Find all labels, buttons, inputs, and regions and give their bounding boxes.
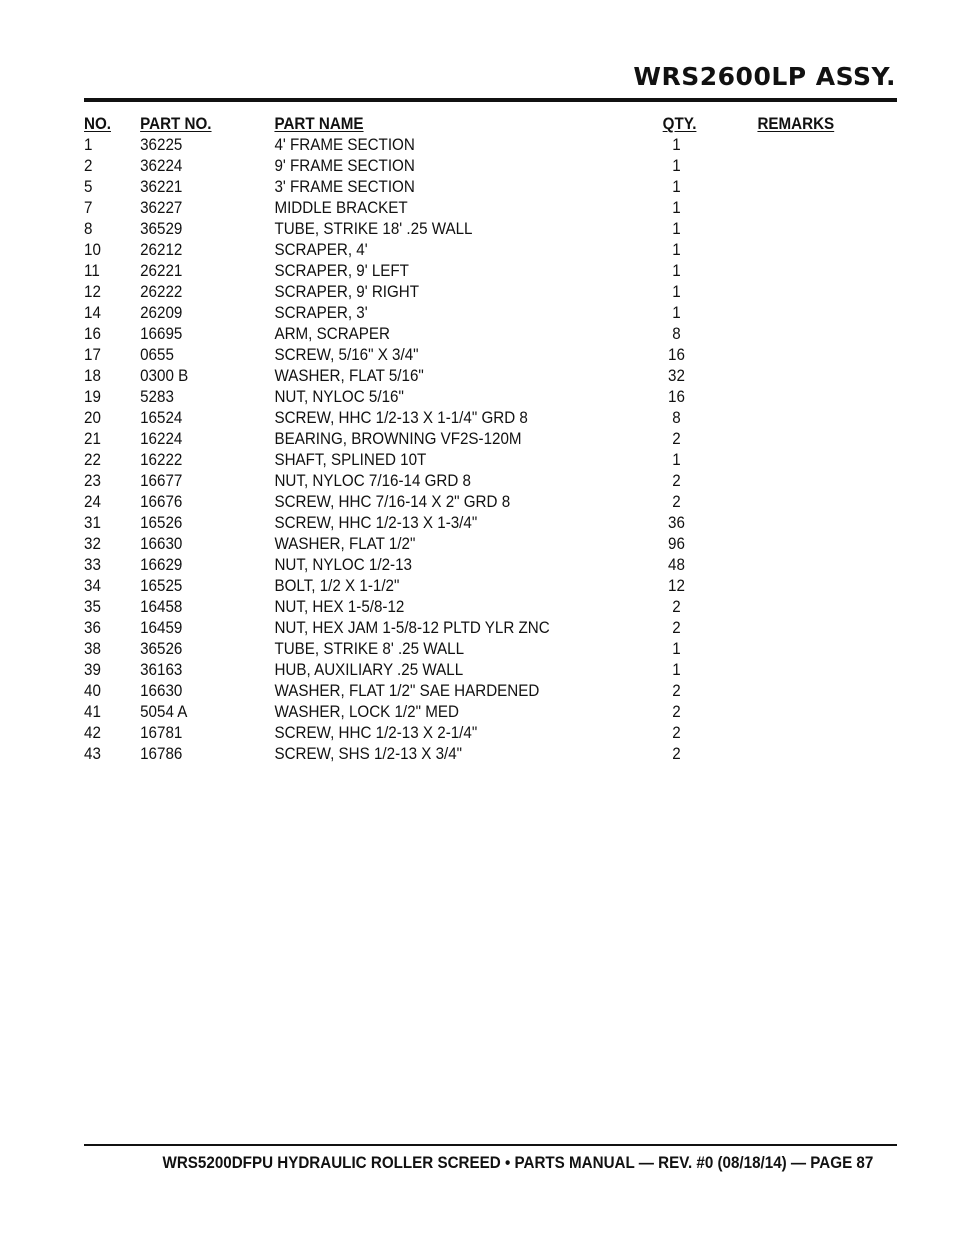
cell-qty: 2 [672, 472, 681, 490]
cell-qty: 2 [672, 682, 681, 700]
cell-part-name: SCRAPER, 9' RIGHT [274, 283, 420, 301]
cell-part-name: NUT, HEX JAM 1-5/8-12 PLTD YLR ZNC [274, 619, 550, 637]
cell-no: 34 [84, 577, 101, 595]
cell-part-name: BOLT, 1/2 X 1-1/2" [274, 577, 400, 595]
header-remarks: REMARKS [757, 115, 835, 133]
cell-no: 7 [84, 199, 93, 217]
cell-part-name: SCREW, HHC 7/16-14 X 2" GRD 8 [274, 493, 511, 511]
cell-part-no: 16224 [140, 430, 183, 448]
cell-part-name: SCREW, HHC 1/2-13 X 1-3/4" [274, 514, 478, 532]
table-row [84, 597, 832, 618]
cell-qty: 2 [672, 493, 681, 511]
cell-part-name: HUB, AUXILIARY .25 WALL [274, 661, 464, 679]
cell-part-name: MIDDLE BRACKET [274, 199, 408, 217]
cell-part-name: SHAFT, SPLINED 10T [274, 451, 427, 469]
cell-part-no: 16526 [140, 514, 183, 532]
cell-part-name: WASHER, LOCK 1/2" MED [274, 703, 459, 721]
cell-qty: 8 [672, 325, 681, 343]
parts-table [84, 114, 897, 765]
cell-no: 20 [84, 409, 101, 427]
table-row [84, 660, 832, 681]
cell-qty: 1 [672, 241, 681, 259]
cell-no: 1 [84, 136, 93, 154]
cell-part-no: 36224 [140, 157, 183, 175]
cell-qty: 1 [672, 199, 681, 217]
table-row [84, 513, 832, 534]
cell-part-name: ARM, SCRAPER [274, 325, 391, 343]
cell-qty: 1 [672, 304, 681, 322]
cell-part-name: WASHER, FLAT 1/2" [274, 535, 416, 553]
table-row [84, 681, 832, 702]
cell-qty: 2 [672, 703, 681, 721]
cell-part-name: NUT, NYLOC 7/16-14 GRD 8 [274, 472, 472, 490]
table-row [84, 450, 832, 471]
cell-no: 11 [84, 262, 100, 280]
cell-part-name: WASHER, FLAT 5/16" [274, 367, 424, 385]
table-row [84, 282, 832, 303]
cell-part-no: 16630 [140, 682, 183, 700]
cell-qty: 2 [672, 430, 681, 448]
cell-no: 2 [84, 157, 93, 175]
cell-no: 16 [84, 325, 101, 343]
cell-qty: 1 [672, 283, 681, 301]
cell-part-no: 5283 [140, 388, 174, 406]
table-body [84, 135, 897, 765]
cell-part-no: 26209 [140, 304, 183, 322]
table-row [84, 618, 832, 639]
cell-part-no: 26221 [140, 262, 183, 280]
cell-part-name: WASHER, FLAT 1/2" SAE HARDENED [274, 682, 540, 700]
table-row [84, 198, 832, 219]
cell-qty: 2 [672, 745, 681, 763]
cell-no: 40 [84, 682, 101, 700]
cell-qty: 12 [668, 577, 685, 595]
footer-divider [84, 1144, 897, 1146]
header-part-name: PART NAME [274, 115, 364, 133]
cell-no: 33 [84, 556, 101, 574]
cell-part-name: NUT, NYLOC 5/16" [274, 388, 404, 406]
cell-part-name: TUBE, STRIKE 18' .25 WALL [274, 220, 473, 238]
cell-part-name: 3' FRAME SECTION [274, 178, 415, 196]
table-row [84, 135, 832, 156]
cell-part-name: SCREW, HHC 1/2-13 X 2-1/4" [274, 724, 478, 742]
table-row [84, 639, 832, 660]
cell-part-no: 0300 B [140, 367, 189, 385]
cell-qty: 1 [672, 178, 681, 196]
table-row [84, 366, 832, 387]
table-row [84, 576, 832, 597]
cell-part-no: 16630 [140, 535, 183, 553]
table-row [84, 408, 832, 429]
cell-no: 18 [84, 367, 101, 385]
cell-no: 43 [84, 745, 101, 763]
cell-no: 5 [84, 178, 93, 196]
cell-part-no: 5054 A [140, 703, 188, 721]
table-row [84, 534, 832, 555]
cell-part-name: SCREW, SHS 1/2-13 X 3/4" [274, 745, 463, 763]
cell-part-no: 26222 [140, 283, 183, 301]
cell-no: 12 [84, 283, 101, 301]
cell-part-no: 16524 [140, 409, 183, 427]
cell-qty: 2 [672, 619, 681, 637]
table-row [84, 387, 832, 408]
cell-no: 10 [84, 241, 101, 259]
table-row [84, 744, 832, 765]
cell-no: 22 [84, 451, 101, 469]
table-row [84, 303, 832, 324]
cell-no: 14 [84, 304, 101, 322]
cell-no: 35 [84, 598, 101, 616]
cell-part-name: NUT, HEX 1-5/8-12 [274, 598, 405, 616]
cell-qty: 1 [672, 157, 681, 175]
cell-part-name: SCREW, HHC 1/2-13 X 1-1/4" GRD 8 [274, 409, 528, 427]
cell-part-no: 16676 [140, 493, 183, 511]
cell-no: 19 [84, 388, 101, 406]
cell-part-no: 16629 [140, 556, 183, 574]
cell-part-name: TUBE, STRIKE 8' .25 WALL [274, 640, 465, 658]
cell-no: 31 [84, 514, 101, 532]
table-row [84, 345, 832, 366]
cell-no: 24 [84, 493, 101, 511]
page-footer: WRS5200DFPU HYDRAULIC ROLLER SCREED • PARTS MANUAL — REV. #0 (08/18/14) — PAGE 87 [162, 1154, 874, 1172]
cell-part-no: 16786 [140, 745, 183, 763]
cell-qty: 2 [672, 598, 681, 616]
cell-qty: 1 [672, 220, 681, 238]
cell-no: 38 [84, 640, 101, 658]
header-no: NO. [84, 115, 111, 133]
table-row [84, 177, 832, 198]
cell-part-name: SCRAPER, 3' [274, 304, 368, 322]
cell-no: 23 [84, 472, 101, 490]
cell-no: 36 [84, 619, 101, 637]
table-row [84, 219, 832, 240]
cell-qty: 36 [668, 514, 685, 532]
table-row [84, 723, 832, 744]
table-row [84, 702, 832, 723]
cell-part-no: 36163 [140, 661, 183, 679]
cell-part-name: NUT, NYLOC 1/2-13 [274, 556, 412, 574]
cell-no: 39 [84, 661, 101, 679]
cell-part-name: SCRAPER, 4' [274, 241, 368, 259]
cell-part-no: 16677 [140, 472, 183, 490]
cell-qty: 2 [672, 724, 681, 742]
cell-qty: 16 [668, 346, 685, 364]
cell-part-no: 36526 [140, 640, 183, 658]
cell-qty: 48 [668, 556, 685, 574]
cell-no: 42 [84, 724, 101, 742]
table-row [84, 555, 832, 576]
table-row [84, 240, 832, 261]
cell-no: 21 [84, 430, 101, 448]
cell-part-no: 36221 [140, 178, 183, 196]
cell-part-name: SCREW, 5/16" X 3/4" [274, 346, 419, 364]
cell-part-no: 16458 [140, 598, 183, 616]
cell-no: 32 [84, 535, 101, 553]
cell-qty: 1 [672, 661, 681, 679]
cell-part-no: 16459 [140, 619, 183, 637]
cell-no: 17 [84, 346, 101, 364]
page-title: WRS2600LP ASSY. [633, 62, 896, 91]
cell-qty: 16 [668, 388, 685, 406]
cell-part-name: 9' FRAME SECTION [274, 157, 415, 175]
table-row [84, 471, 832, 492]
cell-qty: 1 [672, 136, 681, 154]
cell-part-no: 36227 [140, 199, 183, 217]
cell-part-name: 4' FRAME SECTION [274, 136, 415, 154]
cell-part-name: SCRAPER, 9' LEFT [274, 262, 409, 280]
cell-part-no: 16525 [140, 577, 183, 595]
table-row [84, 156, 832, 177]
table-row [84, 261, 832, 282]
cell-qty: 1 [672, 451, 681, 469]
cell-part-no: 0655 [140, 346, 174, 364]
cell-qty: 96 [668, 535, 685, 553]
cell-part-no: 16781 [140, 724, 183, 742]
table-row [84, 492, 832, 513]
cell-part-name: BEARING, BROWNING VF2S-120M [274, 430, 522, 448]
cell-part-no: 36225 [140, 136, 183, 154]
cell-qty: 1 [672, 640, 681, 658]
cell-part-no: 16695 [140, 325, 183, 343]
header-part-no: PART NO. [140, 115, 212, 133]
title-divider [84, 98, 897, 102]
cell-part-no: 36529 [140, 220, 183, 238]
cell-qty: 1 [672, 262, 681, 280]
table-header-row [84, 114, 835, 135]
table-row [84, 324, 832, 345]
cell-part-no: 16222 [140, 451, 183, 469]
cell-part-no: 26212 [140, 241, 183, 259]
table-row [84, 429, 832, 450]
cell-no: 8 [84, 220, 93, 238]
cell-qty: 8 [672, 409, 681, 427]
header-qty: QTY. [662, 115, 697, 133]
cell-no: 41 [84, 703, 101, 721]
cell-qty: 32 [668, 367, 685, 385]
